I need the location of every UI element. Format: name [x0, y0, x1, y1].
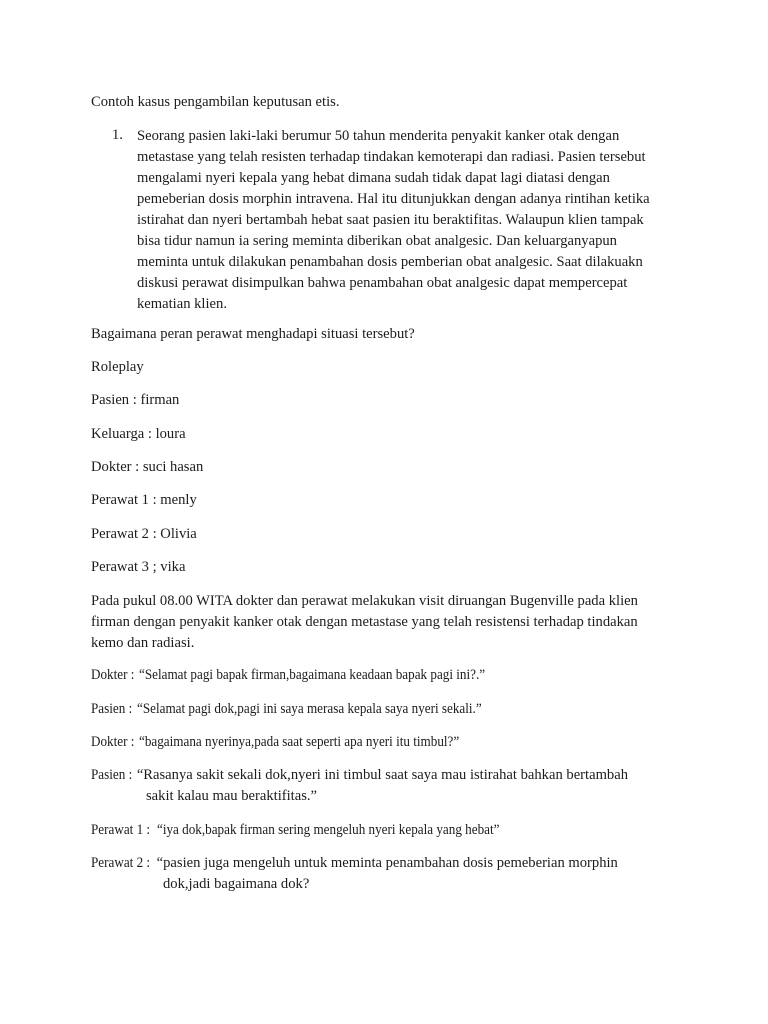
case-description	[137, 126, 697, 315]
dialog-text: “pasien juga mengeluh untuk meminta penambahan dosis pemeberian morphin	[156, 855, 618, 871]
cast-item: Pasien : firman	[91, 392, 180, 408]
question-text: Bagaimana peran perawat menghadapi situasi tersebut?	[91, 326, 415, 342]
case-line: bisa tidur namun ia sering meminta diberikan obat analgesic. Dan keluarganyapun	[137, 233, 617, 249]
case-line: diskusi perawat disimpulkan bahwa penambahan obat analgesic dapat mempercepat	[137, 275, 628, 291]
dialog-line	[91, 665, 691, 686]
dialog-line	[91, 765, 691, 807]
cast-item: Perawat 3 ; vika	[91, 559, 186, 575]
case-line: kematian klien.	[137, 296, 227, 312]
cast-item: Perawat 1 : menly	[91, 492, 197, 508]
dialog-speaker: Pasien :	[91, 701, 133, 717]
case-line: pemeberian dosis morphin intravena. Hal itu ditunjukkan dengan adanya rintihan ketika	[137, 191, 650, 207]
scene-line: kemo dan radiasi.	[91, 635, 195, 651]
cast-item: Keluarga : loura	[91, 426, 186, 442]
dialog-line	[91, 820, 691, 841]
dialog-speaker: Pasien :	[91, 767, 133, 783]
dialog-line	[91, 699, 691, 720]
case-list-number: 1.	[112, 127, 123, 143]
cast-item: Dokter : suci hasan	[91, 459, 204, 475]
dialog-speaker: Dokter :	[91, 667, 135, 683]
document-title: Contoh kasus pengambilan keputusan etis.	[91, 94, 340, 110]
dialog-line	[91, 732, 691, 753]
case-line: meminta untuk dilakukan penambahan dosis pemberian obat analgesic. Saat dilakuakn	[137, 254, 643, 270]
scene-description	[91, 591, 671, 654]
dialog-text: “Rasanya sakit sekali dok,nyeri ini timbul saat saya mau istirahat bahkan bertambah	[136, 767, 628, 783]
dialog-text: “Selamat pagi bapak firman,bagaimana keadaan bapak pagi ini?.”	[139, 667, 486, 683]
dialog-speaker: Perawat 1 :	[91, 822, 151, 838]
case-line: Seorang pasien laki-laki berumur 50 tahun menderita penyakit kanker otak dengan	[137, 128, 620, 144]
case-line: mengalami nyeri kepala yang hebat dimana sudah tidak dapat lagi diatasi dengan	[137, 170, 610, 186]
scene-line: Pada pukul 08.00 WITA dokter dan perawat melakukan visit diruangan Bugenville pada klien	[91, 593, 638, 609]
case-line: metastase yang telah resisten terhadap tindakan kemoterapi dan radiasi. Pasien tersebut	[137, 149, 646, 165]
dialog-speaker: Dokter :	[91, 734, 135, 750]
scene-line: firman dengan penyakit kanker otak dengan metastase yang telah resistensi terhadap tindakan	[91, 614, 638, 630]
dialog-speaker: Perawat 2 :	[91, 855, 151, 871]
cast-item: Perawat 2 : Olivia	[91, 526, 197, 542]
dialog-text-continued: dok,jadi bagaimana dok?	[163, 876, 310, 892]
dialog-text: “bagaimana nyerinya,pada saat seperti apa nyeri itu timbul?”	[139, 734, 460, 750]
roleplay-heading: Roleplay	[91, 359, 144, 375]
case-line: istirahat dan nyeri bertambah hebat saat pasien itu beraktifitas. Walaupun klien tampak	[137, 212, 644, 228]
dialog-text: “Selamat pagi dok,pagi ini saya merasa kepala saya nyeri sekali.”	[136, 701, 482, 717]
dialog-line	[91, 853, 691, 895]
dialog-text: “iya dok,bapak firman sering mengeluh nyeri kepala yang hebat”	[156, 822, 500, 838]
dialog-text-continued: sakit kalau mau beraktifitas.”	[146, 788, 318, 804]
